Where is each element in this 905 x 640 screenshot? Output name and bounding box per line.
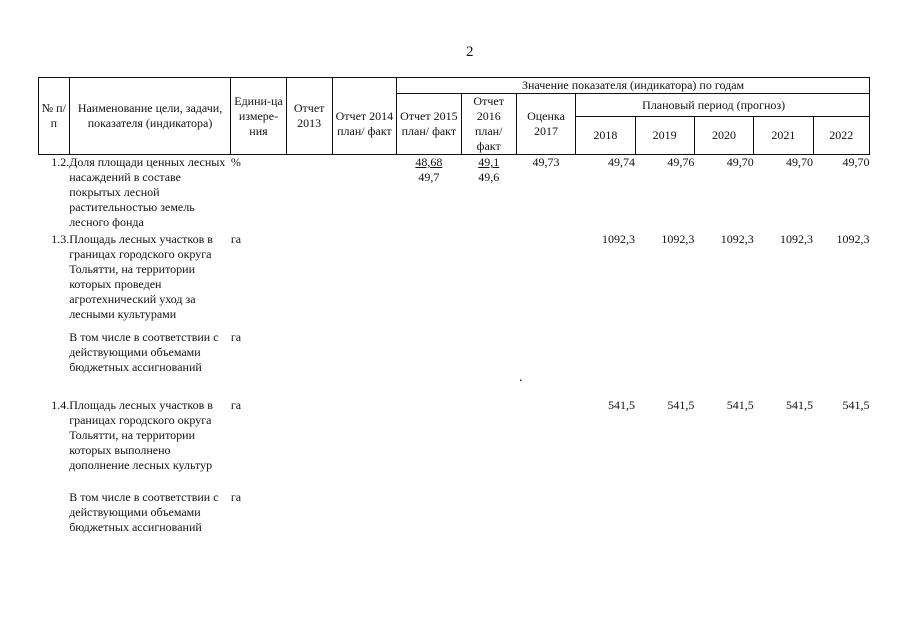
value-2020 — [694, 490, 753, 554]
header-values-by-year: Значение показателя (индикатора) по годам — [397, 78, 870, 94]
table-header — [39, 78, 870, 155]
value-2018: 49,74 — [608, 155, 635, 169]
value-2019: 541,5 — [667, 397, 695, 412]
value-2015-fact: 49,7 — [418, 170, 440, 184]
header-2017: Оценка 2017 — [516, 94, 575, 155]
value-2022: 541,5 — [842, 397, 870, 412]
indicator-unit: га — [230, 489, 242, 504]
header-name: Наименование цели, задачи, показателя (индикатора) — [69, 78, 231, 155]
header-2016: Отчет 2016 план/ факт — [461, 94, 516, 155]
table-row — [39, 155, 870, 232]
value-2016-plan: 49,1 — [478, 155, 500, 169]
value-2021: 1092,3 — [780, 231, 814, 246]
header-plan-period: Плановый период (прогноз) — [576, 94, 870, 117]
header-year-2018: 2018 — [576, 117, 635, 155]
value-2016 — [461, 155, 516, 232]
indicator-unit: га — [230, 329, 242, 344]
value-2020: 49,70 — [726, 155, 754, 169]
value-2013 — [286, 155, 332, 232]
header-2013: Отчет 2013 — [286, 78, 332, 155]
table-row — [39, 232, 870, 330]
value-2021: 541,5 — [786, 397, 814, 412]
row-number: 1.4. — [51, 397, 70, 412]
value-2018: 541,5 — [608, 397, 635, 412]
value-2022 — [813, 490, 869, 554]
value-2019: 1092,3 — [661, 231, 695, 246]
value-2018 — [576, 330, 635, 398]
header-unit: Едини-ца измере-ния — [231, 78, 286, 155]
value-2022 — [813, 330, 869, 398]
value-2018 — [576, 490, 635, 554]
header-2015: Отчет 2015 план/ факт — [397, 94, 461, 155]
value-2020 — [694, 330, 753, 398]
row-number — [39, 330, 70, 398]
value-2020: 541,5 — [726, 397, 754, 412]
indicator-name: Доля площади ценных лесных насаждений в составе покрытых лесной растительностью земель лесного фонда — [69, 155, 226, 229]
indicators-table — [38, 77, 870, 554]
header-year-2022: 2022 — [813, 117, 869, 155]
value-2020: 1092,3 — [720, 231, 754, 246]
value-2021 — [754, 330, 813, 398]
value-2018: 1092,3 — [602, 231, 635, 246]
value-2019 — [635, 330, 694, 398]
value-2021: 49,70 — [786, 155, 814, 169]
header-number: № п/п — [39, 78, 70, 155]
header-year-2019: 2019 — [635, 117, 694, 155]
value-2022: 1092,3 — [836, 231, 870, 246]
indicator-name: Площадь лесных участков в границах городского округа Тольятти, на территории которых выполнено дополнение лесных культур — [69, 397, 213, 472]
indicator-unit: га — [230, 231, 242, 246]
value-2019: 49,76 — [667, 155, 695, 169]
table-row — [39, 398, 870, 490]
header-2014: Отчет 2014 план/ факт — [332, 94, 396, 155]
table-row — [39, 330, 870, 398]
row-number: 1.3. — [51, 231, 70, 246]
value-2022: 49,70 — [842, 155, 870, 169]
table-row — [39, 490, 870, 554]
table-body — [39, 155, 870, 554]
value-2021 — [754, 490, 813, 554]
row-number — [39, 490, 70, 554]
indicator-unit: га — [230, 397, 242, 412]
indicator-name: Площадь лесных участков в границах городского округа Тольятти, на территории которых проведен агротехнический уход за лесными культурами — [69, 231, 213, 321]
value-2016-fact: 49,6 — [478, 170, 500, 184]
header-empty-cell — [332, 78, 396, 94]
row-number: 1.2. — [51, 155, 70, 169]
indicator-unit: % — [230, 155, 241, 169]
value-2014 — [332, 155, 396, 232]
page-number: 2 — [466, 44, 474, 60]
value-2015-plan: 48,68 — [415, 155, 443, 169]
value-2015 — [397, 155, 461, 232]
value-2017: 49,73 — [532, 155, 560, 169]
header-year-2021: 2021 — [754, 117, 813, 155]
indicator-name: В том числе в соответствии с действующими объемами бюджетных ассигнований — [69, 329, 219, 374]
value-2019 — [635, 490, 694, 554]
scan-speck: . — [519, 370, 523, 385]
indicator-name: В том числе в соответствии с действующими объемами бюджетных ассигнований — [69, 489, 219, 534]
header-year-2020: 2020 — [694, 117, 753, 155]
